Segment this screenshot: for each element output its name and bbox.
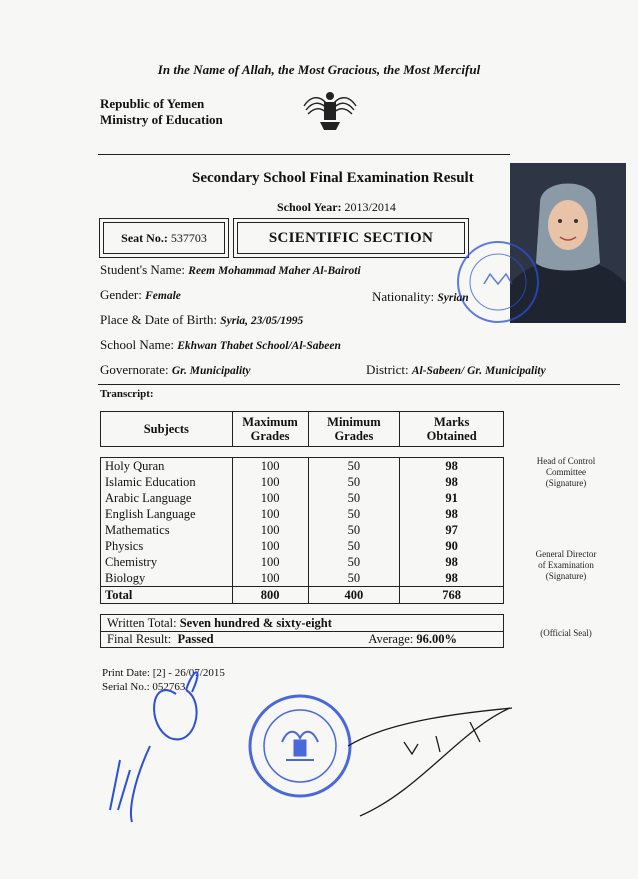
marks-cell: 98 [400, 554, 504, 570]
student-name-label: Student's Name: [100, 262, 186, 277]
school-value: Ekhwan Thabet School/Al-Sabeen [177, 340, 341, 352]
average-label: Average: [368, 632, 414, 646]
head-control-line1: Head of Control [536, 456, 596, 466]
max-cell: 100 [232, 570, 308, 587]
subject-cell: Physics [101, 538, 233, 554]
marks-cell: 98 [400, 570, 504, 587]
marks-header-line2: Obtained [426, 429, 477, 443]
marks-cell: 98 [400, 506, 504, 522]
print-date: Print Date: [2] - 26/07/2015 [102, 667, 225, 679]
director-line1: General Director [535, 549, 597, 559]
marks-cell: 98 [400, 474, 504, 490]
official-seal-note: (Official Seal) [540, 628, 592, 638]
min-cell: 50 [308, 458, 400, 475]
document-title: Secondary School Final Examination Result [192, 170, 474, 186]
min-cell: 50 [308, 506, 400, 522]
section-name: SCIENTIFIC SECTION [237, 222, 465, 254]
birth-value: Syria, 23/05/1995 [220, 315, 304, 327]
max-cell: 100 [232, 522, 308, 538]
school-year-label: School Year: [277, 200, 342, 214]
subject-cell: Holy Quran [101, 458, 233, 475]
min-cell: 50 [308, 554, 400, 570]
student-name-value: Reem Mohammad Maher Al-Bairoti [188, 265, 361, 277]
basmala: In the Name of Allah, the Most Gracious, the Most Merciful [157, 62, 481, 77]
subject-cell: Chemistry [101, 554, 233, 570]
total-max-cell: 800 [232, 587, 308, 604]
governorate-label: Governorate: [100, 362, 169, 377]
min-cell: 50 [308, 490, 400, 506]
marks-cell: 97 [400, 522, 504, 538]
director-line3: (Signature) [545, 571, 587, 581]
max-cell: 100 [232, 506, 308, 522]
transcript-label: Transcript: [100, 388, 154, 400]
marks-header-line1: Marks [433, 415, 470, 429]
average-value: 96.00% [416, 632, 457, 646]
min-cell: 50 [308, 538, 400, 554]
total-label-cell: Total [101, 587, 233, 604]
serial-number: Serial No.: 052763 [102, 681, 186, 693]
district-label: District: [366, 362, 409, 377]
photo-seal-stamp-icon [458, 242, 538, 322]
gender-label: Gender: [100, 287, 142, 302]
official-seal-stamp-icon [250, 696, 350, 796]
subject-cell: Arabic Language [101, 490, 233, 506]
total-marks-cell: 768 [400, 587, 504, 604]
handwritten-signature-left-icon [110, 672, 198, 822]
subject-cell: Islamic Education [101, 474, 233, 490]
marks-cell: 98 [400, 458, 504, 475]
subject-cell: Mathematics [101, 522, 233, 538]
final-result-label: Final Result: [107, 632, 172, 646]
max-header-line2: Grades [250, 429, 290, 443]
max-header-line1: Maximum [242, 415, 298, 429]
seat-label: Seat No.: [121, 230, 168, 245]
max-cell: 100 [232, 490, 308, 506]
final-result-value: Passed [177, 632, 214, 646]
nationality-value: Syrian [437, 292, 469, 304]
republic-name: Republic of Yemen [100, 96, 205, 111]
head-control-line2: Committee [546, 467, 586, 477]
governorate-value: Gr. Municipality [171, 365, 251, 377]
marks-cell: 90 [400, 538, 504, 554]
handwritten-signature-right-icon [348, 708, 512, 816]
min-header-line2: Grades [334, 429, 374, 443]
marks-cell: 91 [400, 490, 504, 506]
min-cell: 50 [308, 522, 400, 538]
subject-cell: English Language [101, 506, 233, 522]
max-cell: 100 [232, 538, 308, 554]
school-year-value: 2013/2014 [344, 200, 396, 214]
gender-value: Female [145, 290, 181, 302]
school-label: School Name: [100, 337, 175, 352]
written-total-label: Written Total: [107, 616, 177, 630]
subject-cell: Biology [101, 570, 233, 587]
nationality-label: Nationality: [372, 289, 435, 304]
max-cell: 100 [232, 474, 308, 490]
total-min-cell: 400 [308, 587, 400, 604]
seat-value: 537703 [170, 230, 207, 245]
head-control-line3: (Signature) [545, 478, 587, 488]
subjects-header: Subjects [101, 412, 233, 447]
max-cell: 100 [232, 554, 308, 570]
min-cell: 50 [308, 474, 400, 490]
min-cell: 50 [308, 570, 400, 587]
max-cell: 100 [232, 458, 308, 475]
director-line2: of Examination [538, 560, 594, 570]
ministry-name: Ministry of Education [100, 112, 223, 127]
written-total-value: Seven hundred & sixty-eight [179, 616, 332, 630]
district-value: Al-Sabeen/ Gr. Municipality [411, 365, 546, 377]
min-header-line1: Minimum [327, 415, 381, 429]
birth-label: Place & Date of Birth: [100, 312, 217, 327]
